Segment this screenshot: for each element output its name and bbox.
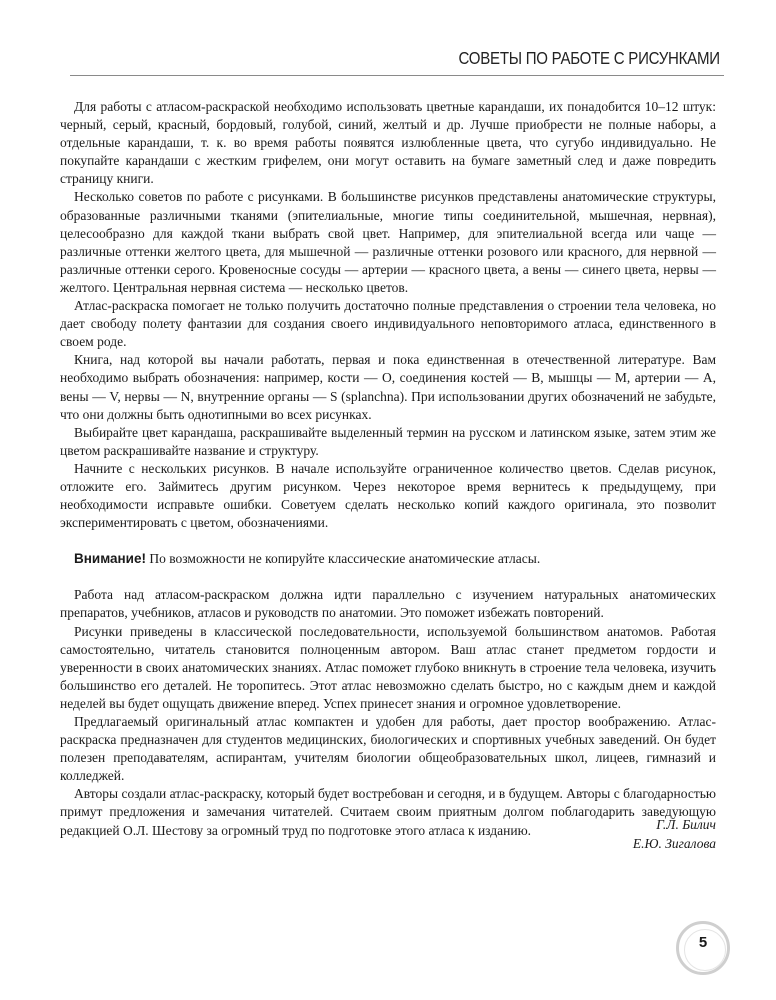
paragraph-atlas-benefit: Атлас-раскраска помогает не только получить достаточно полные представления о строении тела человека, но дает свободу полету фантазии для создания своего индивидуального неповторимого атласа, единственного в своем роде.: [60, 298, 716, 350]
paragraph-start-advice: Начните с нескольких рисунков. В начале используйте ограниченное количество цветов. Сделав рисунок, отложите его. Займитесь другим рисунком. Через некоторое время вернитесь к предыдущему, при необходимости исправьте ошибки. Советуем сделать несколько копий каждого оригинала, это позволит экспериментировать с цветом, обозначениями.: [60, 460, 716, 531]
page-number: 5: [698, 934, 708, 951]
author-name: Е.Ю. Зигалова: [632, 835, 716, 851]
author-signatures: [633, 816, 716, 853]
author-name: Г.Л. Билич: [656, 817, 716, 832]
paragraph-audience: Предлагаемый оригинальный атлас компактен и удобен для работы, дает простор воображению. Атлас-раскраска предназначен для студентов медицинских, биологических и спортивных учебных заведений. Он будет полезен преподавателям, аспирантам, учителям биологии общеобразовательных школ, лицеев, гимназий и колледжей.: [60, 714, 716, 784]
page-number-badge: [676, 921, 732, 977]
running-header: [70, 44, 724, 76]
notice-label: Внимание!: [74, 551, 146, 567]
paragraph-color-tips: Несколько советов по работе с рисунками. В большинстве рисунков представлены анатомические структуры, образованные различными тканями (эпителиальные, многие типы соединительной, мышечная, нервная), целесообразно для каждой ткани выбрать свой цвет. Например, для эпителиальной всегда или чаще — различные оттенки желтого цвета, для мышечной — различные оттенки розового или красного, для нервной — различные оттенки серого. Кровеносные сосуды — артерии — красного цвета, а вены — синего цвета, нервы — желтого. Центральная нервная система — несколько цветов.: [60, 189, 716, 295]
notice-paragraph: [60, 550, 716, 568]
header-divider: [70, 75, 724, 76]
page-body: [60, 98, 716, 840]
paragraph-acknowledgement: Авторы создали атлас-раскраску, который будет востребован и сегодня, и в будущем. Авторы с благодарностью примут предложения и замечания читателей. Считаем своим приятным долгом поблагодарить заведующую редакцией О.Л. Шестову за огромный труд по подготовке этого атласа к изданию.: [60, 786, 716, 838]
paragraph-parallel-study: Работа над атласом-раскраском должна идти параллельно с изучением натуральных анатомических препаратов, учебников, атласов и руководств по анатомии. Это поможет избежать повторений.: [60, 587, 716, 621]
paragraph-pencils: Для работы с атласом-раскраской необходимо использовать цветные карандаши, их понадобится 10–12 штук: черный, серый, красный, бордовый, голубой, синий, желтый и др. Лучше приобрести не полные наборы, а отдельные карандаши, т. к. во время работы появятся излюбленные цвета, что сугубо индивидуально. Не покупайте карандаши с жестким грифелем, они могут оставить на бумаге заметный след и даже повредить страницу книги.: [60, 99, 716, 187]
running-header-title: СОВЕТЫ ПО РАБОТЕ С РИСУНКАМИ: [458, 48, 720, 68]
paragraph-sequence: Рисунки приведены в классической последовательности, используемой большинством анатомов. Работая самостоятельно, читатель становится полноценным автором. Ваш атлас станет предметом гордости и уверенности в своих анатомических знаниях. Атлас поможет глубоко вникнуть в строение тела человека, изучить большинство его деталей. Не торопитесь. Этот атлас невозможно сделать быстро, но с каждым днем и каждой неделей вы будет ощущать движение вперед. Успех принесет знания и огромное удовлетворение.: [60, 623, 716, 711]
paragraph-notation: Книга, над которой вы начали работать, первая и пока единственная в отечественной литературе. Вам необходимо выбрать обозначения: например, кости — O, соединения костей — B, мышцы — M, артерии — A, вены — V, нервы — N, внутренние органы — S (splanchna). При использовании других обозначений не забудьте, что они должны быть однотипными во всех рисунках.: [60, 352, 716, 422]
notice-text: По возможности не копируйте классические анатомические атласы.: [145, 551, 541, 567]
paragraph-coloring-method: Выбирайте цвет карандаша, раскрашивайте выделенный термин на русском и латинском языке, затем этим же цветом раскрашивайте название и структуру.: [60, 424, 716, 458]
